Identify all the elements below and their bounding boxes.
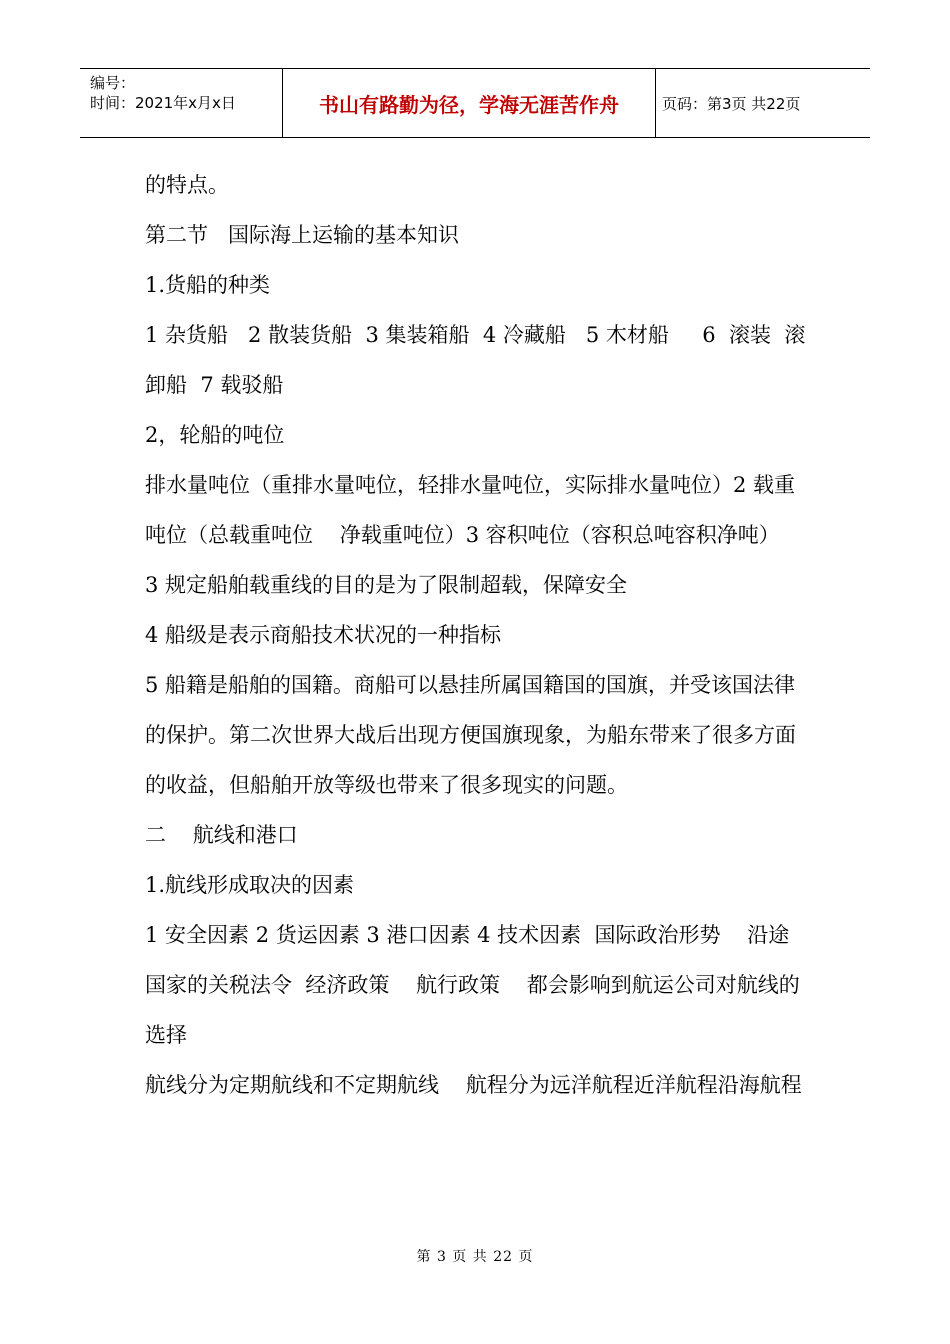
page-footer: 第 3 页 共 22 页 [416, 1249, 534, 1265]
page-header [80, 68, 870, 138]
paragraph: 的特点。 [145, 173, 229, 197]
paragraph: 航线分为定期航线和不定期航线 航程分为远洋航程近洋航程沿海航程 [145, 1073, 802, 1097]
paragraph: 排水量吨位（重排水量吨位，轻排水量吨位，实际排水量吨位）2 载重吨位（总载重吨位 净载重吨位）3 容积吨位（容积总吨容积净吨） [145, 473, 796, 547]
serial-label: 编号： [90, 74, 136, 92]
paragraph: 1 安全因素 2 货运因素 3 港口因素 4 技术因素 国际政治形势 沿途国家的关税法令 经济政策 航行政策 都会影响到航运公司对航线的选择 [145, 923, 800, 1047]
header-meta [80, 69, 282, 137]
date-label: 时间：2021年x月x日 [90, 94, 236, 112]
paragraph: 1.货船的种类 [145, 273, 271, 297]
paragraph: 1 杂货船 2 散装货船 3 集装箱船 4 冷藏船 5 木材船 6 滚装 滚卸船 7 载驳船 [145, 323, 806, 397]
section-heading: 第二节 国际海上运输的基本知识 [145, 223, 460, 247]
paragraph: 3 规定船舶载重线的目的是为了限制超载，保障安全 [145, 573, 628, 597]
document-body [145, 160, 810, 1110]
paragraph: 4 船级是表示商船技术状况的一种指标 [145, 623, 502, 647]
paragraph: 5 船籍是船舶的国籍。商船可以悬挂所属国籍国的国旗，并受该国法律的保护。第二次世界大战后出现方便国旗现象，为船东带来了很多方面的收益，但船舶开放等级也带来了很多现实的问题。 [145, 673, 796, 797]
header-motto: 书山有路勤为径，学海无涯苦作舟 [282, 69, 656, 137]
section-heading: 二 航线和港口 [145, 823, 298, 847]
header-page-info: 页码：第3页 共22页 [662, 94, 801, 113]
paragraph: 2，轮船的吨位 [145, 423, 285, 447]
paragraph: 1.航线形成取决的因素 [145, 873, 355, 897]
